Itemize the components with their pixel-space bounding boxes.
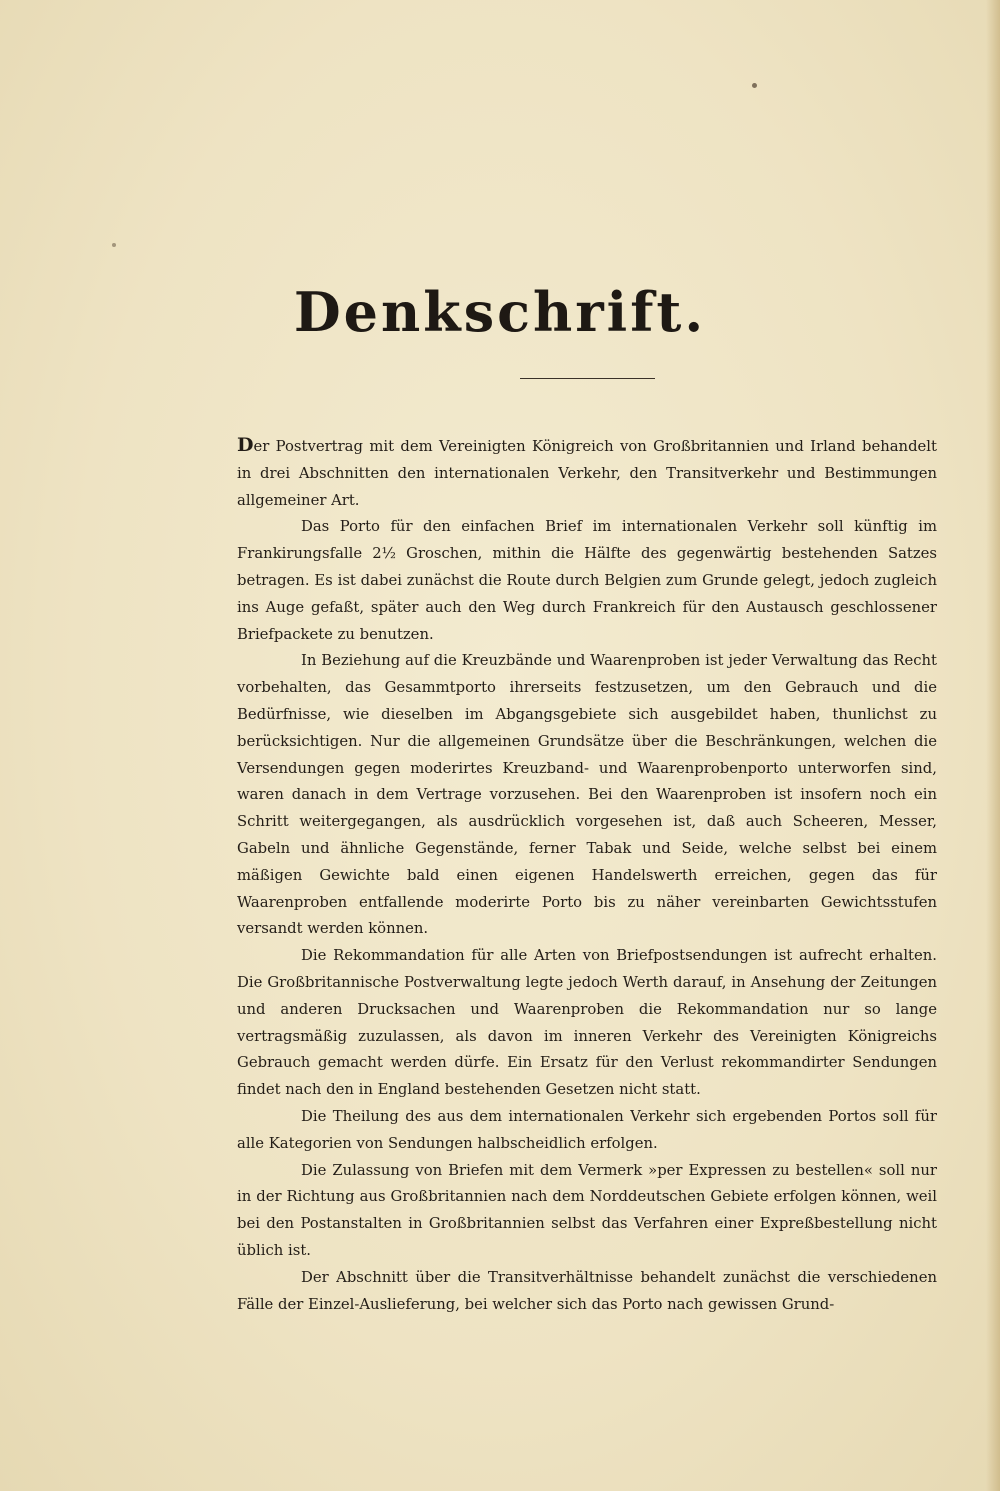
- paragraph: Der Abschnitt über die Transitverhältnisse behandelt zunächst die verschiedenen Fälle der Einzel-Auslieferung, bei welcher sich das Porto nach gewissen Grund-: [237, 1268, 937, 1313]
- paragraph: Die Theilung des aus dem internationalen Verkehr sich ergebenden Portos soll für alle Kategorien von Sendungen halbscheidlich erfolgen.: [237, 1107, 937, 1152]
- paragraph: Die Rekommandation für alle Arten von Briefpostsendungen ist aufrecht erhalten. Die Großbritannische Postverwaltung legte jedoch Werth darauf, in Ansehung der Zeitungen und anderen Drucksachen und Waarenproben die Rekommandation nur so lange vertragsmäßig zuzulassen, als davon im inneren Verkehr des Vereinigten Königreichs Gebrauch gemacht werden dürfe. Ein Ersatz für den Verlust rekommandirter Sendungen findet nach den in England bestehenden Gesetzen nicht statt.: [237, 947, 937, 1099]
- paragraph-text: er Postvertrag mit dem Vereinigten Königreich von Großbritannien und Irland behandelt in drei Abschnitten den internationalen Verkehr, den Transitverkehr und Bestimmungen allgemeiner Art.: [237, 438, 937, 509]
- initial-letter: D: [237, 434, 254, 456]
- document-title: Denkschrift.: [293, 280, 707, 344]
- document-body: [237, 432, 937, 1318]
- ink-speck: [752, 83, 757, 88]
- paragraph: [237, 432, 937, 514]
- paragraph: In Beziehung auf die Kreuzbände und Waarenproben ist jeder Verwaltung das Recht vorbehalten, das Gesammtporto ihrerseits festzusetzen, um den Gebrauch und die Bedürfnisse, wie dieselben im Abgangsgebiete sich ausgebildet haben, thunlichst zu berücksichtigen. Nur die allgemeinen Grundsätze über die Beschränkungen, welchen die Versendungen gegen moderirtes Kreuzband- und Waarenprobenporto unterworfen sind, waren danach in dem Vertrage vorzusehen. Bei den Waarenproben ist insofern noch ein Schritt weitergegangen, als ausdrücklich vorgesehen ist, daß auch Scheeren, Messer, Gabeln und ähnliche Gegenstände, ferner Tabak und Seide, welche selbst bei einem mäßigen Gewichte bald einen eigenen Handelswerth erreichen, gegen das für Waarenproben entfallende moderirte Porto bis zu näher vereinbarten Gewichtsstufen versandt werden können.: [237, 652, 937, 938]
- paragraph: Die Zulassung von Briefen mit dem Vermerk »per Expressen zu bestellen« soll nur in der Richtung aus Großbritannien nach dem Norddeutschen Gebiete erfolgen können, weil bei den Postanstalten in Großbritannien selbst das Verfahren einer Expreßbestellung nicht üblich ist.: [237, 1161, 937, 1259]
- title-rule: [520, 378, 655, 379]
- page-edge-shadow: [986, 0, 1000, 1491]
- ink-speck: [112, 243, 116, 247]
- paragraph: Das Porto für den einfachen Brief im internationalen Verkehr soll künftig im Frankirungsfalle 2½ Groschen, mithin die Hälfte des gegenwärtig bestehenden Satzes betragen. Es ist dabei zunächst die Route durch Belgien zum Grunde gelegt, jedoch zugleich ins Auge gefaßt, später auch den Weg durch Frankreich für den Austausch geschlossener Briefpackete zu benutzen.: [237, 518, 937, 643]
